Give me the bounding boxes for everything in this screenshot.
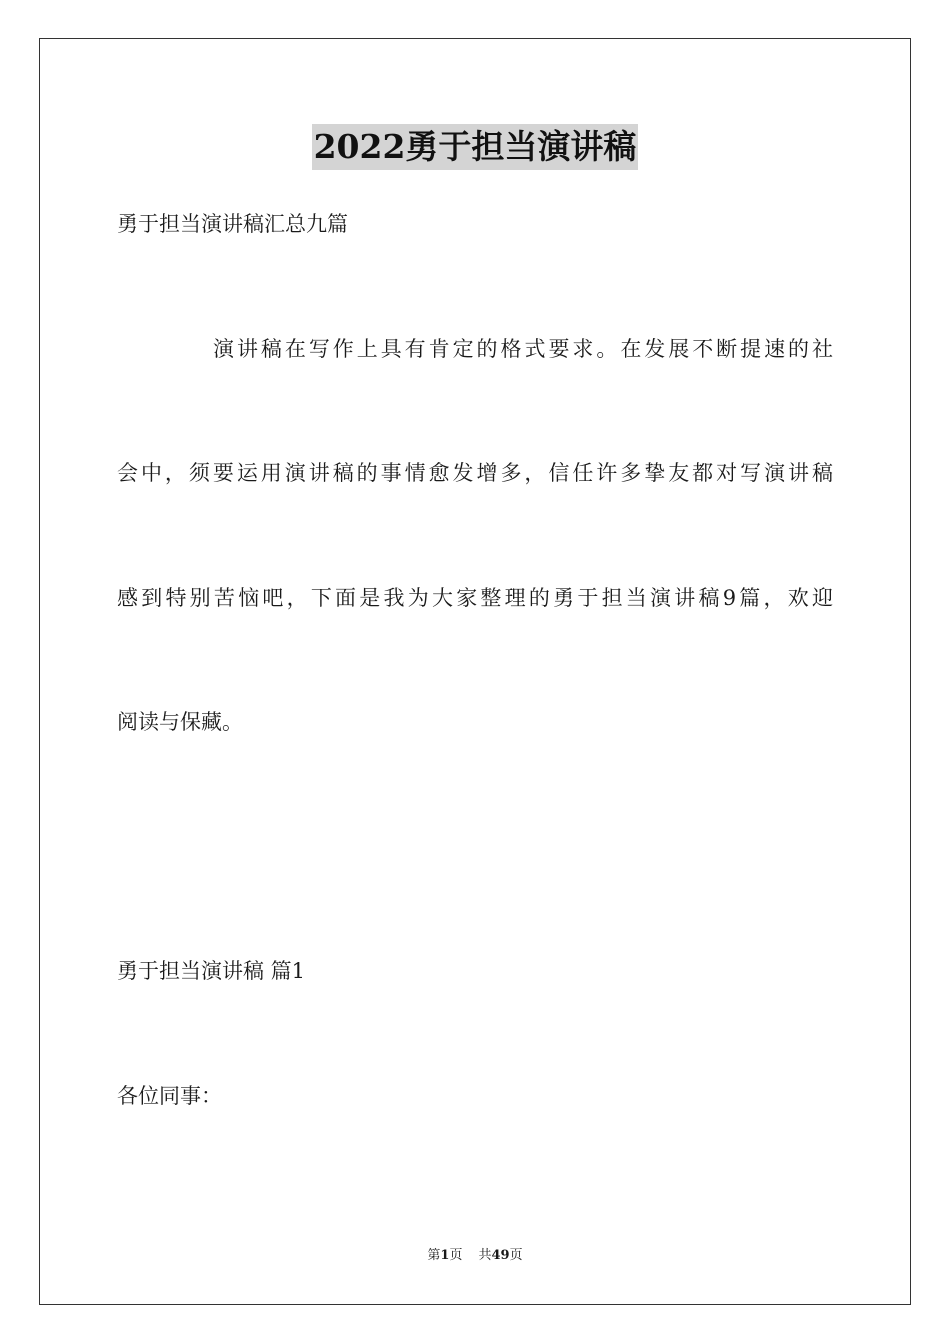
section-heading: 勇于担当演讲稿 篇1	[117, 959, 306, 983]
intro-line-2: 会中，须要运用演讲稿的事情愈发增多，信任许多挚友都对写演讲稿	[117, 461, 833, 485]
salutation: 各位同事：	[117, 1084, 222, 1108]
footer-total-suffix: 页	[509, 1248, 523, 1263]
document-subtitle: 勇于担当演讲稿汇总九篇	[117, 212, 348, 236]
footer-page-prefix: 第	[427, 1248, 441, 1263]
title-container	[0, 124, 950, 170]
footer-total-pages: 49	[491, 1248, 510, 1263]
intro-line-3: 感到特别苦恼吧，下面是我为大家整理的勇于担当演讲稿9篇，欢迎	[117, 586, 833, 610]
footer-page-suffix: 页	[449, 1248, 463, 1263]
document-title: 2022勇于担当演讲稿	[312, 124, 639, 170]
intro-line-4: 阅读与保藏。	[117, 710, 243, 734]
footer-total-prefix: 共	[478, 1248, 492, 1263]
intro-line-1: 演讲稿在写作上具有肯定的格式要求。在发展不断提速的社	[213, 337, 833, 361]
page-footer	[0, 1246, 950, 1266]
footer-page-number: 1	[440, 1248, 450, 1263]
